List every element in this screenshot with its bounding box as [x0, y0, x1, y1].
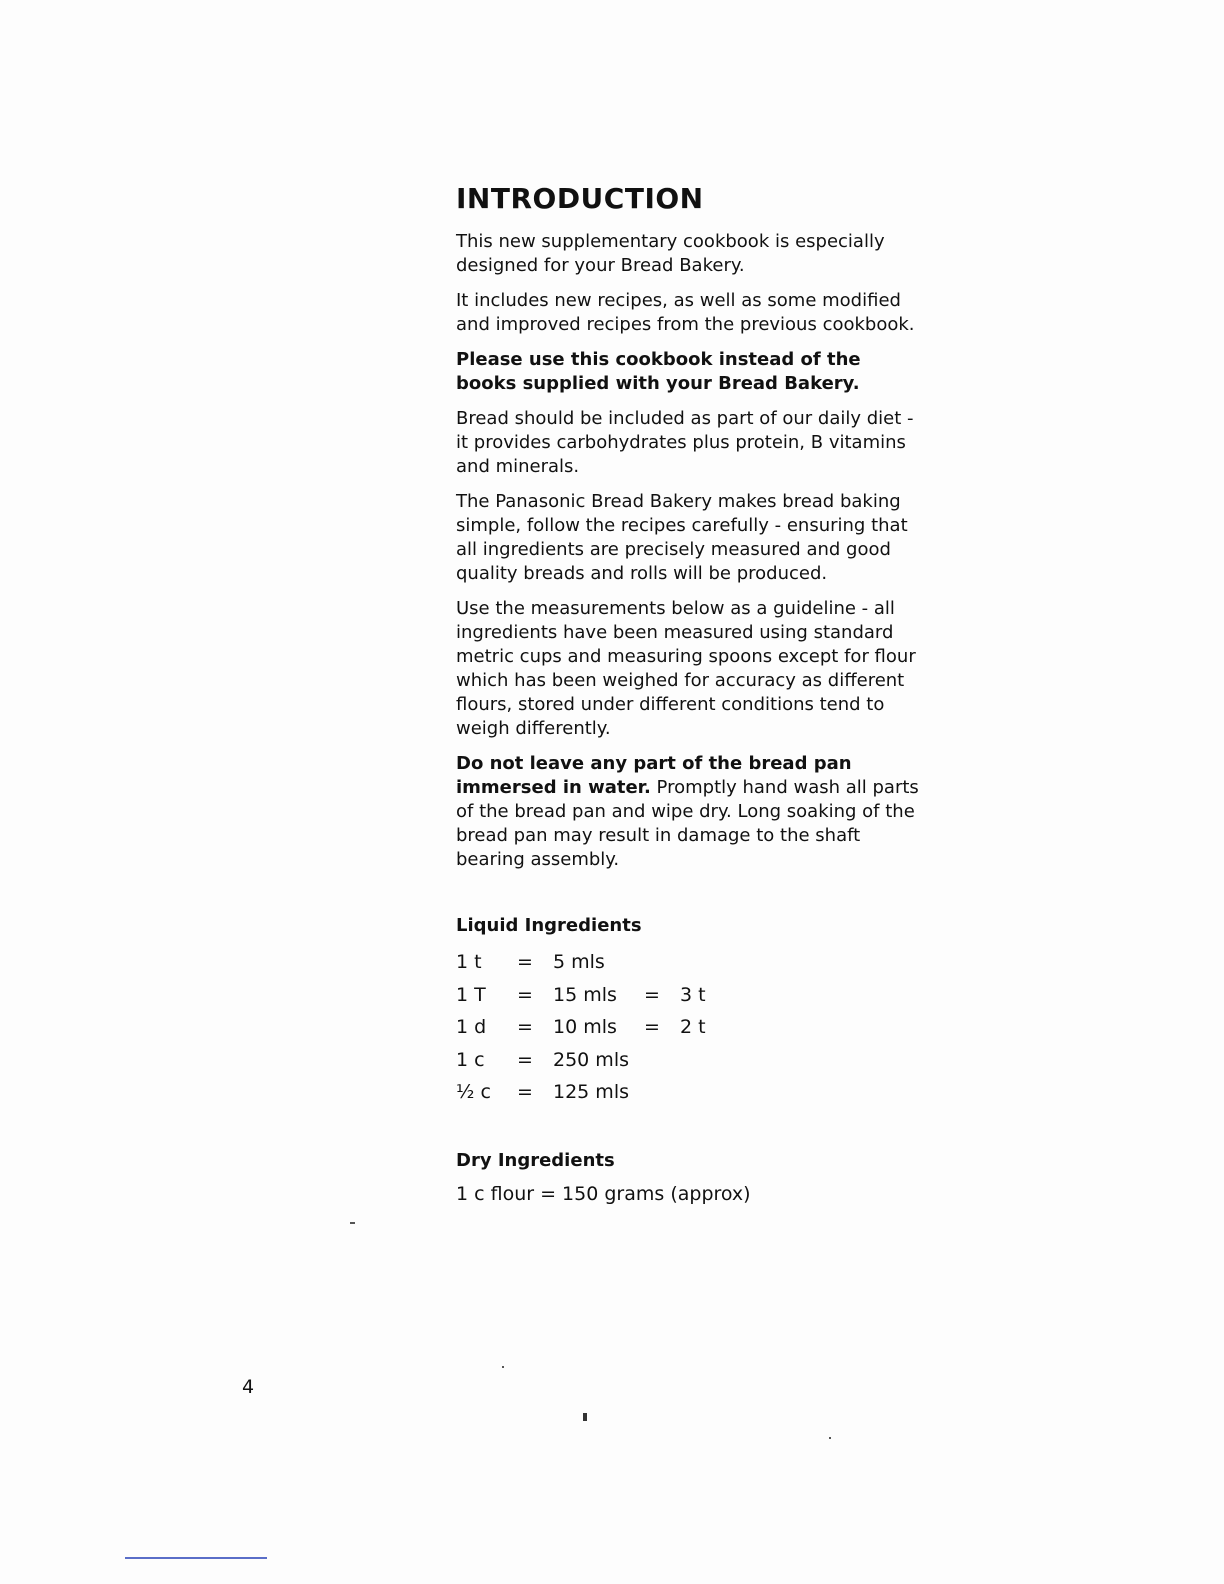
- equivalent-cell: [680, 946, 706, 979]
- unit-cell: 1 d: [456, 1016, 487, 1039]
- value-cell: 250 mls: [553, 1048, 629, 1071]
- value-cell: 15 mls: [553, 983, 617, 1006]
- intro-paragraph-1: This new supplementary cookbook is especially designed for your Bread Bakery.: [456, 231, 885, 276]
- dry-ingredients-line: 1 c flour = 150 grams (approx): [456, 1182, 751, 1205]
- unit-cell: ½ c: [456, 1081, 491, 1104]
- page-number: 4: [242, 1376, 255, 1398]
- scan-speck: [502, 1366, 504, 1368]
- bread-pan-warning-text: Promptly hand wash all parts of the bread pan and wipe dry. Long soaking of the bread pan may result in damage to the shaft bearing assembly.: [456, 777, 919, 870]
- unit-cell: 1 T: [456, 983, 486, 1006]
- equivalent-cell: 3 t: [680, 983, 706, 1006]
- equivalent-cell: 2 t: [680, 1016, 706, 1039]
- table-row: [456, 1044, 706, 1077]
- scan-speck: [583, 1413, 587, 1421]
- equivalent-cell: [680, 1044, 706, 1077]
- unit-cell: 1 c: [456, 1048, 485, 1071]
- scan-speck: [350, 1222, 355, 1224]
- value-cell: 125 mls: [553, 1081, 629, 1104]
- equals-cell-2: =: [644, 1016, 660, 1039]
- equals-cell: =: [517, 951, 533, 974]
- value-cell: 10 mls: [553, 1016, 617, 1039]
- equals-cell-2: [644, 946, 680, 979]
- liquid-measurements-table: [456, 946, 706, 1109]
- intro-paragraph-panasonic: The Panasonic Bread Bakery makes bread baking simple, follow the recipes carefully - ensuring that all ingredients are precisely measured and good quality breads and rolls will be produced.: [456, 491, 908, 584]
- table-row: [456, 946, 706, 979]
- table-row: [456, 1011, 706, 1044]
- equals-cell: =: [517, 1016, 533, 1039]
- equals-cell: =: [517, 983, 533, 1006]
- equals-cell-2: [644, 1044, 680, 1077]
- unit-cell: 1 t: [456, 951, 482, 974]
- bottom-rule: [125, 1557, 267, 1559]
- equals-cell-2: =: [644, 983, 660, 1006]
- value-cell: 5 mls: [553, 951, 605, 974]
- intro-paragraph-diet: Bread should be included as part of our daily diet - it provides carbohydrates plus protein, B vitamins and minerals.: [456, 408, 914, 477]
- intro-paragraph-2: It includes new recipes, as well as some modified and improved recipes from the previous cookbook.: [456, 290, 915, 335]
- liquid-ingredients-heading: Liquid Ingredients: [456, 915, 642, 936]
- liquid-ingredients-section: [456, 914, 926, 1109]
- bread-pan-warning-bold: Do not leave any part of the bread pan immersed in water.: [456, 753, 852, 798]
- cookbook-notice: Please use this cookbook instead of the books supplied with your Bread Bakery.: [456, 349, 861, 394]
- equivalent-cell: [680, 1076, 706, 1109]
- dry-ingredients-section: [456, 1149, 926, 1207]
- table-row: [456, 979, 706, 1012]
- page-title: INTRODUCTION: [456, 182, 704, 215]
- equals-cell: =: [517, 1081, 533, 1104]
- equals-cell: =: [517, 1048, 533, 1071]
- introduction-section: [456, 180, 926, 1207]
- bread-pan-warning: [456, 752, 926, 872]
- intro-paragraph-measurements: Use the measurements below as a guideline - all ingredients have been measured using standard metric cups and measuring spoons except for flour which has been weighed for accuracy as different flours, stored under different conditions tend to weigh differently.: [456, 598, 916, 739]
- dry-ingredients-heading: Dry Ingredients: [456, 1149, 615, 1171]
- table-row: [456, 1076, 706, 1109]
- equals-cell-2: [644, 1076, 680, 1109]
- scan-speck: [829, 1437, 831, 1439]
